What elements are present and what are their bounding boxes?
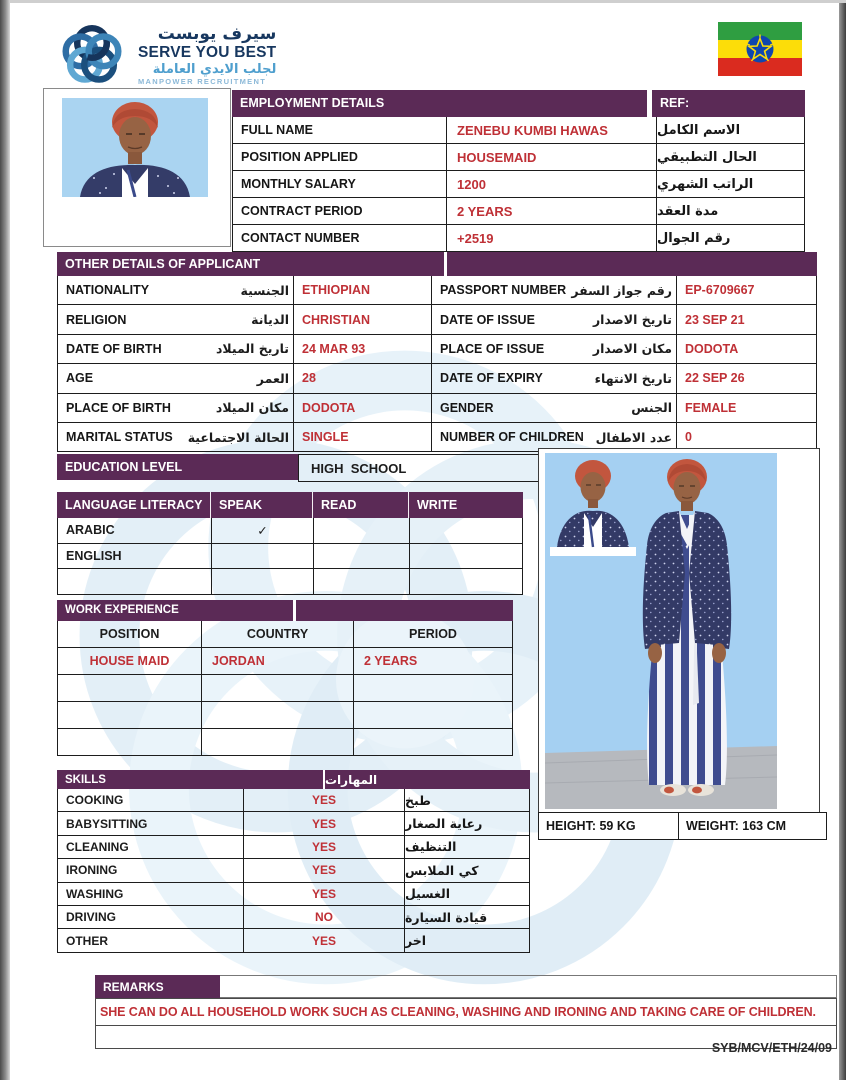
scan-edge-top	[10, 0, 846, 3]
table-row	[58, 789, 529, 811]
remarks-header: REMARKS	[95, 975, 220, 998]
field-label: PLACE OF BIRTH	[66, 400, 171, 415]
field-label: CONTRACT PERIOD	[241, 204, 363, 218]
field-label-arabic: رقم جواز السفر	[571, 282, 672, 298]
col-position: POSITION	[99, 627, 160, 641]
write-check	[409, 569, 524, 594]
field-label: NATIONALITY	[66, 283, 150, 298]
col-read: READ	[312, 492, 408, 518]
experience-position	[58, 729, 201, 755]
remarks-text: SHE CAN DO ALL HOUSEHOLD WORK SUCH AS CLEANING, WASHING AND IRONING AND TAKING CARE OF CHILDREN.	[95, 998, 837, 1026]
field-value: 22 SEP 26	[676, 364, 818, 392]
field-label: DATE OF BIRTH	[66, 341, 162, 356]
work-experience-header: WORK EXPERIENCE	[57, 600, 293, 621]
remarks-section	[95, 975, 837, 1055]
experience-country: JORDAN	[201, 648, 353, 674]
field-value: 1200	[446, 171, 656, 197]
table-row	[58, 543, 522, 569]
field-label: PASSPORT NUMBER	[440, 283, 567, 298]
field-label: RELIGION	[66, 312, 127, 327]
field-value: 2 YEARS	[446, 198, 656, 224]
skill-value: YES	[243, 929, 404, 951]
brand-title-arabic: سيرف يوبست	[157, 24, 277, 44]
field-label-arabic: الراتب الشهري	[656, 171, 804, 197]
table-row	[58, 393, 816, 422]
field-label: AGE	[66, 371, 94, 386]
field-value: 0	[676, 423, 818, 451]
other-details-table	[57, 252, 817, 452]
skill-name: CLEANING	[66, 839, 129, 854]
brand-subtitle-english: MANPOWER RECRUITMENT	[138, 77, 267, 86]
flag-emblem-icon	[743, 32, 777, 66]
skills-table	[57, 770, 530, 953]
table-row	[58, 568, 522, 594]
skill-name-arabic: قيادة السيارة	[404, 906, 529, 928]
field-label: CONTACT NUMBER	[241, 231, 360, 245]
field-value: SINGLE	[293, 423, 431, 451]
field-value: 23 SEP 21	[676, 305, 818, 333]
table-row	[58, 928, 529, 951]
write-check	[409, 518, 524, 543]
skill-name: IRONING	[66, 863, 118, 878]
table-row	[58, 276, 816, 304]
other-details-header: OTHER DETAILS OF APPLICANT	[57, 252, 444, 276]
field-value: ZENEBU KUMBI HAWAS	[446, 117, 656, 143]
work-experience-header-spacer	[296, 600, 513, 621]
skill-name: OTHER	[66, 933, 108, 948]
table-row	[58, 334, 816, 363]
skill-name: COOKING	[66, 793, 124, 808]
brand-knot-icon	[55, 18, 129, 92]
skill-name: WASHING	[66, 886, 124, 901]
field-label-arabic: مكان الميلاد	[215, 400, 289, 416]
field-value: 28	[293, 364, 431, 392]
brand-title-english: SERVE YOU BEST	[138, 44, 277, 61]
skill-name: BABYSITTING	[66, 816, 148, 831]
field-label-arabic: الجنسية	[240, 282, 289, 298]
experience-position	[58, 675, 201, 701]
read-check	[313, 544, 409, 569]
table-row	[58, 647, 512, 674]
col-period: PERIOD	[353, 621, 512, 647]
experience-period	[353, 702, 512, 728]
skills-header: SKILLS	[57, 770, 323, 789]
language-name	[58, 569, 211, 594]
remarks-footer-row	[95, 1026, 837, 1055]
table-row	[233, 170, 804, 197]
ethiopia-flag-icon	[718, 22, 802, 76]
passport-photo-image	[62, 98, 208, 197]
field-value: DODOTA	[676, 335, 818, 363]
skill-value: YES	[243, 859, 404, 881]
col-language-literacy: LANGUAGE LITERACY	[65, 498, 203, 512]
table-row	[58, 701, 512, 728]
table-row	[58, 811, 529, 834]
table-row	[233, 197, 804, 224]
experience-country	[201, 729, 353, 755]
language-name: ARABIC	[66, 523, 115, 538]
field-label-arabic: الحال التطبيقي	[656, 144, 804, 170]
field-value: 24 MAR 93	[293, 335, 431, 363]
field-label: NUMBER OF CHILDREN	[440, 430, 584, 445]
experience-period: 2 YEARS	[353, 648, 512, 674]
speak-check	[211, 569, 313, 594]
field-value: ETHIOPIAN	[293, 276, 431, 304]
field-label-arabic: الاسم الكامل	[656, 117, 804, 143]
field-label: GENDER	[440, 400, 494, 415]
field-value: HOUSEMAID	[446, 144, 656, 170]
skill-name: DRIVING	[66, 910, 117, 925]
skills-header-arabic: المهارات	[325, 770, 530, 789]
speak-check: ✓	[211, 518, 313, 543]
experience-period	[353, 675, 512, 701]
skill-value: YES	[243, 789, 404, 811]
experience-position: HOUSE MAID	[89, 654, 170, 668]
field-label: MONTHLY SALARY	[241, 177, 356, 191]
skill-name-arabic: الغسيل	[404, 883, 529, 905]
skill-name-arabic: رعاية الصغار	[404, 812, 529, 834]
table-row	[58, 518, 522, 543]
field-label: DATE OF ISSUE	[440, 312, 535, 327]
skill-value: YES	[243, 836, 404, 858]
field-value: FEMALE	[676, 394, 818, 422]
col-country: COUNTRY	[201, 621, 353, 647]
table-row	[58, 905, 529, 928]
work-experience-table	[57, 600, 513, 756]
field-label-arabic: الجنس	[631, 400, 672, 416]
experience-position	[58, 702, 201, 728]
table-row	[58, 363, 816, 392]
table-row	[233, 143, 804, 170]
field-label-arabic: الحالة الاجتماعية	[187, 429, 289, 445]
ref-header: REF:	[652, 90, 805, 117]
employment-details-table	[232, 90, 805, 252]
scan-edge-right	[839, 0, 846, 1080]
field-label-arabic: عدد الاطفال	[595, 429, 672, 445]
applicant-full-body-photo	[538, 448, 820, 814]
full-body-photo-image	[545, 453, 777, 809]
skill-name-arabic: التنظيف	[404, 836, 529, 858]
applicant-passport-photo	[43, 88, 231, 247]
write-check	[409, 544, 524, 569]
table-row	[58, 728, 512, 755]
table-row	[58, 422, 816, 451]
skill-name-arabic: اخر	[404, 929, 529, 951]
col-speak: SPEAK	[210, 492, 312, 518]
table-row	[233, 117, 804, 143]
education-level-value: HIGH SCHOOL	[298, 454, 550, 482]
employment-details-header: EMPLOYMENT DETAILS	[232, 90, 647, 117]
skill-name-arabic: كي الملابس	[404, 859, 529, 881]
field-value: EP-6709667	[676, 276, 818, 304]
field-label: POSITION APPLIED	[241, 150, 358, 164]
skill-name-arabic: طبخ	[404, 789, 529, 811]
field-label-arabic: مكان الاصدار	[592, 341, 672, 357]
field-label-arabic: مدة العقد	[656, 198, 804, 224]
table-header-row	[58, 621, 512, 647]
field-value: +2519	[446, 225, 656, 251]
remarks-header-cell	[220, 975, 837, 998]
col-write: WRITE	[408, 492, 523, 518]
experience-period	[353, 729, 512, 755]
language-name: ENGLISH	[66, 548, 122, 563]
speak-check	[211, 544, 313, 569]
table-row	[58, 674, 512, 701]
field-label-arabic: تاريخ الاصدار	[592, 312, 672, 328]
read-check	[313, 518, 409, 543]
brand-subtitle-arabic: لجلب الايدي العاملة	[152, 62, 277, 77]
scan-edge-left	[0, 0, 10, 1080]
field-label: PLACE OF ISSUE	[440, 341, 545, 356]
height-box: HEIGHT: 59 KG	[538, 812, 683, 840]
field-label: DATE OF EXPIRY	[440, 371, 543, 386]
read-check	[313, 569, 409, 594]
education-level-row	[57, 454, 550, 482]
skill-value: YES	[243, 883, 404, 905]
table-row	[58, 304, 816, 333]
skill-value: NO	[243, 906, 404, 928]
language-literacy-table	[57, 492, 523, 595]
field-value: CHRISTIAN	[293, 305, 431, 333]
brand-logo	[55, 18, 276, 92]
table-row	[58, 882, 529, 905]
table-row	[233, 224, 804, 251]
field-value: DODOTA	[293, 394, 431, 422]
table-row	[58, 858, 529, 881]
field-label-arabic: تاريخ الانتهاء	[594, 370, 672, 386]
experience-country	[201, 675, 353, 701]
field-label: MARITAL STATUS	[66, 430, 173, 445]
field-label-arabic: الديانة	[251, 312, 289, 328]
table-row	[58, 835, 529, 858]
field-label-arabic: تاريخ الميلاد	[215, 341, 289, 357]
education-level-label: EDUCATION LEVEL	[57, 454, 298, 480]
other-details-header-spacer	[447, 252, 817, 276]
skill-value: YES	[243, 812, 404, 834]
experience-country	[201, 702, 353, 728]
field-label: FULL NAME	[241, 123, 313, 137]
field-label-arabic: العمر	[256, 370, 289, 386]
document-reference-code: SYB/MCV/ETH/24/09	[711, 1041, 832, 1055]
weight-box: WEIGHT: 163 CM	[678, 812, 827, 840]
field-label-arabic: رقم الجوال	[656, 225, 804, 251]
